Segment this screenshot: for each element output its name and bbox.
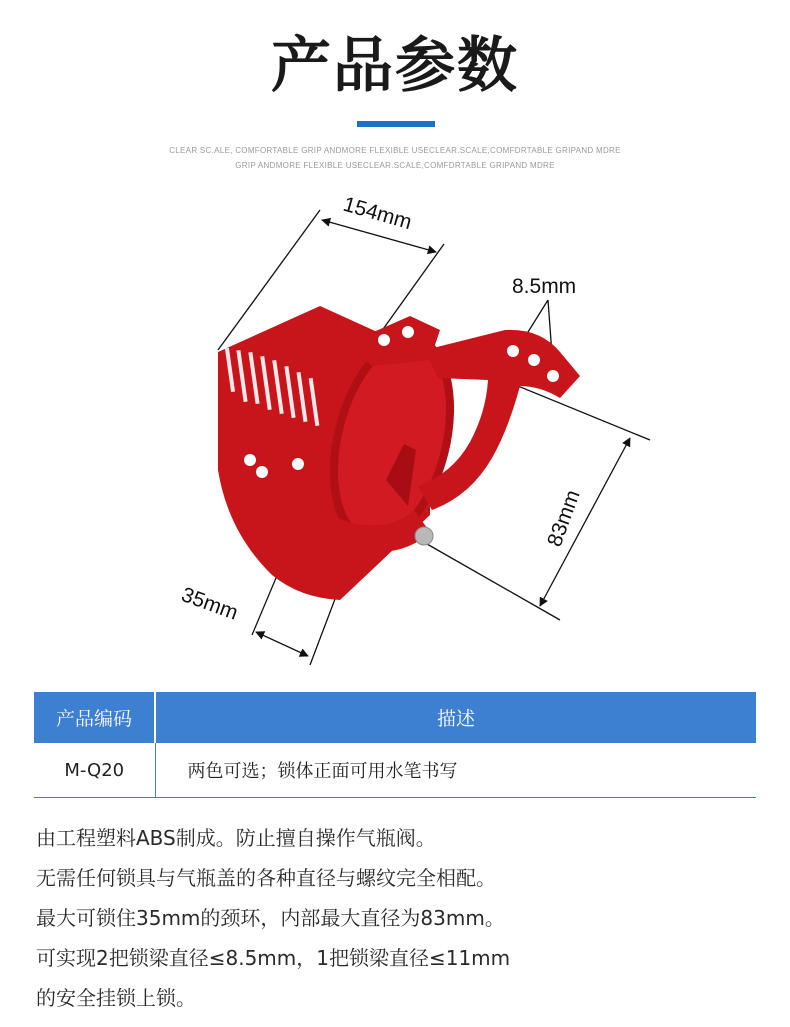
dimension-arrow-35	[256, 632, 308, 656]
dim-label-neck: 35mm	[178, 583, 241, 625]
note-line: 可实现2把锁梁直径≤8.5mm，1把锁梁直径≤11mm	[36, 946, 511, 970]
header-description: 描述	[155, 692, 756, 743]
extension-line	[420, 540, 560, 620]
subtitle-line-1: CLEAR SC.ALE, COMFORTABLE GRIP ANDMORE FLEXIBLE USECLEAR.SCALE,COMFDRTABLE GRIPAND MDRE	[169, 146, 621, 155]
cell-product-code: M-Q20	[34, 743, 155, 798]
product-notes	[36, 818, 756, 1018]
product-dimension-diagram	[0, 180, 790, 680]
title-underline	[357, 121, 435, 127]
note-line: 无需任何锁具与气瓶盖的各种直径与螺纹完全相配。	[36, 866, 496, 890]
note-line: 的安全挂锁上锁。	[36, 986, 196, 1010]
pivot-pin	[415, 527, 433, 545]
spec-table	[34, 692, 756, 798]
header-product-code: 产品编码	[34, 692, 155, 743]
dim-label-hole: 8.5mm	[512, 275, 577, 298]
table-row	[34, 743, 756, 798]
note-line: 最大可锁住35mm的颈环，内部最大直径为83mm。	[36, 906, 505, 930]
cell-description: 两色可选；锁体正面可用水笔书写	[155, 743, 756, 798]
table-header-row	[34, 692, 756, 743]
dim-label-length: 154mm	[340, 192, 415, 235]
product-figure	[0, 180, 790, 680]
dim-label-inner: 83mm	[543, 487, 585, 550]
subtitle-line-2: GRIP ANDMORE FLEXIBLE USECLEAR.SCALE,COMFDRTABLE GRIPAND MDRE	[235, 161, 555, 170]
note-line: 由工程塑料ABS制成。防止擅自操作气瓶阀。	[36, 826, 436, 850]
page-title: 产品参数	[271, 31, 519, 101]
